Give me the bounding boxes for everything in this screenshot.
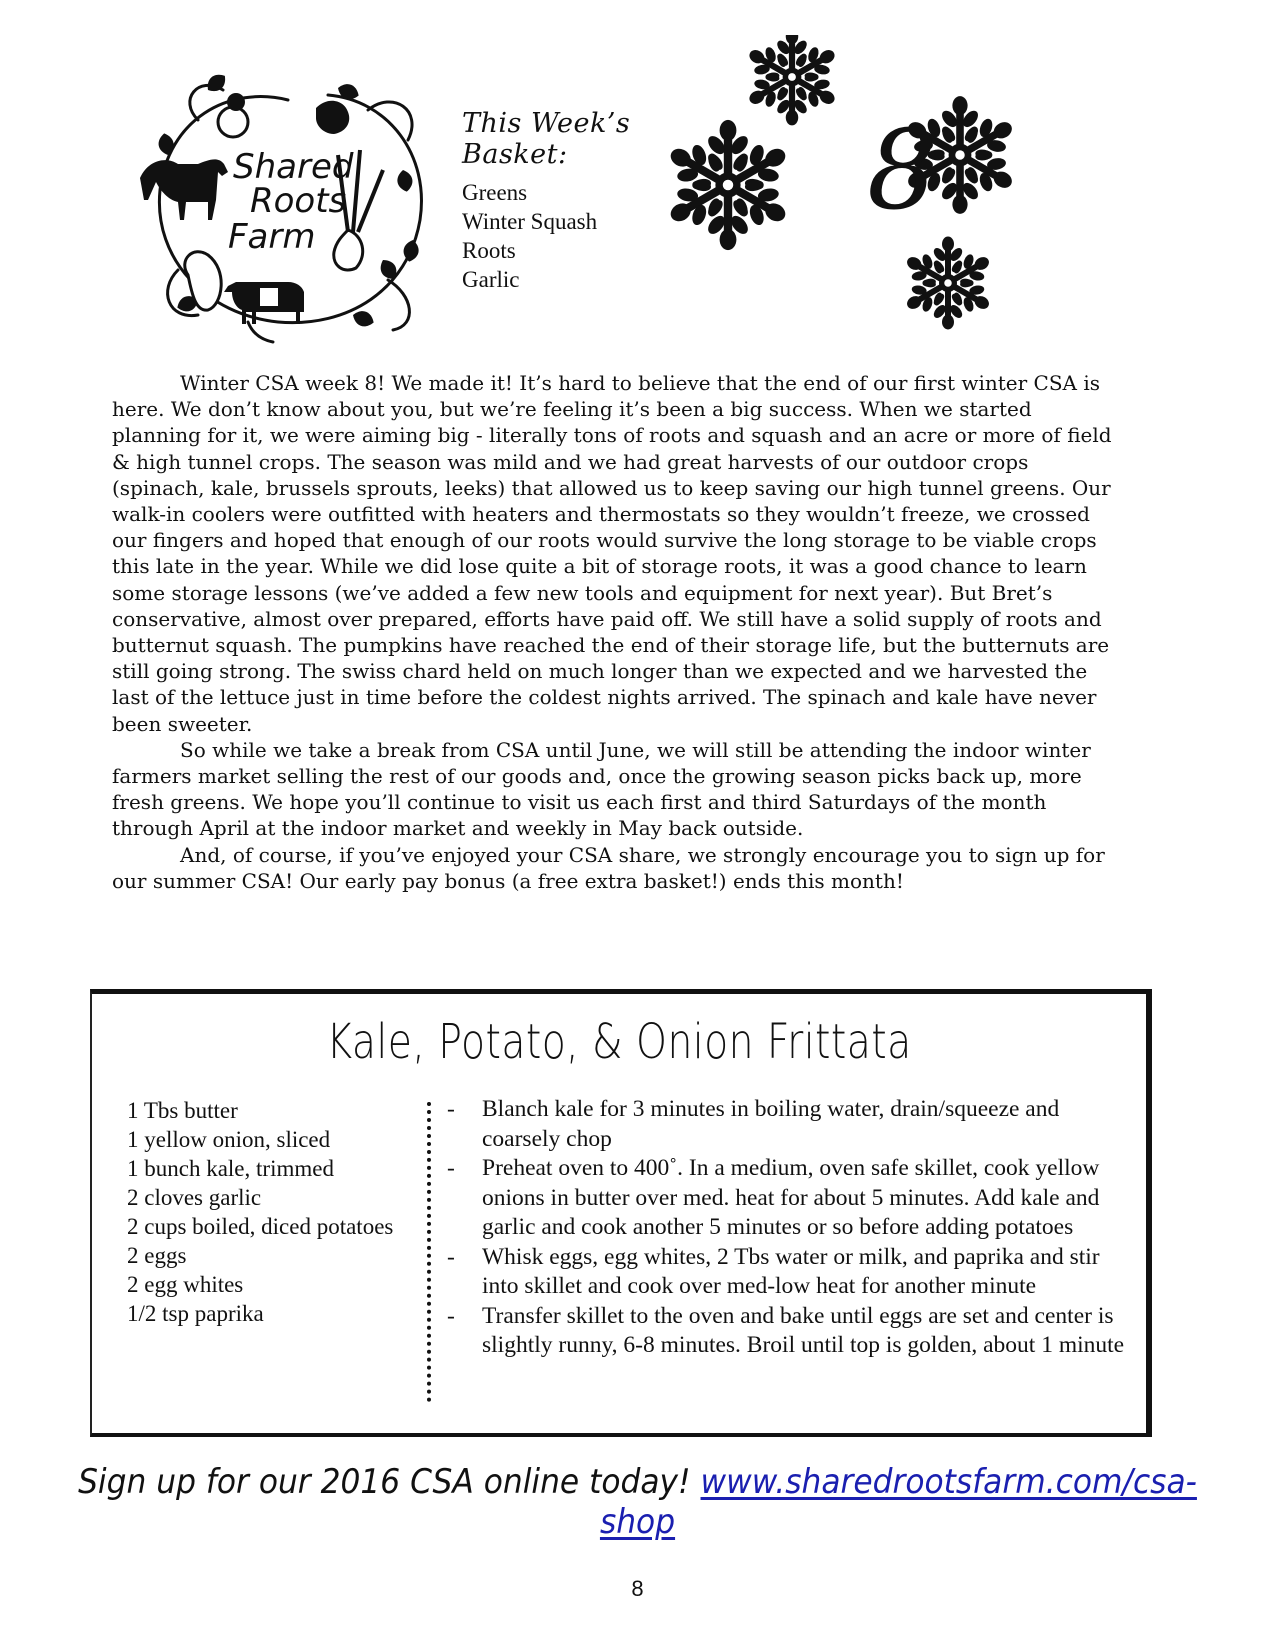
ingredient-item: 2 egg whites <box>127 1272 244 1297</box>
basket-item: Greens <box>462 180 528 205</box>
page-number: 8 <box>631 1576 644 1601</box>
farm-logo <box>138 60 438 350</box>
basket-item: Roots <box>462 238 516 263</box>
ingredient-item: 2 cups boiled, diced potatoes <box>127 1214 394 1239</box>
basket-item: Garlic <box>462 267 520 292</box>
csa-shop-link[interactable]: www.sharedrootsfarm.com/csa-shop <box>599 1462 1197 1542</box>
basket-heading: This Week’s Basket: <box>462 108 631 170</box>
step-text: Whisk eggs, egg whites, 2 Tbs water or milk, and paprika and stir into skillet and cook over med-low heat for another minute <box>482 1243 1100 1299</box>
step-item <box>447 1095 1127 1154</box>
step-text: Preheat oven to 400˚. In a medium, oven safe skillet, cook yellow onions in butter over med. heat for about 5 minutes. Add kale and garlic and cook another 5 minutes or so before adding potatoes <box>482 1155 1100 1240</box>
step-bullet: - <box>447 1155 455 1181</box>
article-paragraph: So while we take a break from CSA until June, we will still be attending the indoor winter farmers market selling the rest of our goods and, once the growing season picks back up, more fresh greens. We hope you’ll continue to visit us each first and third Saturdays of the month through April at the indoor market and weekly in May back outside. <box>112 737 1091 841</box>
newsletter-article <box>112 370 1122 894</box>
ingredients-list <box>127 1096 427 1328</box>
logo-line-1: Shared <box>233 147 354 187</box>
article-paragraph: And, of course, if you’ve enjoyed your CSA share, we strongly encourage you to sign up for our summer CSA! Our early pay bonus (a free extra basket!) ends this month! <box>112 842 1105 893</box>
step-item <box>447 1154 1127 1243</box>
snowflake-icon <box>670 120 796 250</box>
basket-item: Winter Squash <box>462 209 598 234</box>
logo-line-2: Roots <box>250 181 347 221</box>
basket-list <box>462 108 692 294</box>
step-item <box>447 1302 1127 1361</box>
dotted-divider <box>427 1102 431 1402</box>
recipe-title: Kale, Potato, & Onion Frittata <box>326 1014 912 1070</box>
logo-line-3: Farm <box>228 217 316 257</box>
snowflake-icon <box>742 35 843 125</box>
recipe-box <box>90 989 1152 1437</box>
step-text: Blanch kale for 3 minutes in boiling water, drain/squeeze and coarsely chop <box>482 1096 1060 1152</box>
signup-text: Sign up for our 2016 CSA online today! <box>78 1462 691 1502</box>
ingredient-item: 2 eggs <box>127 1243 187 1268</box>
ingredient-item: 2 cloves garlic <box>127 1185 262 1210</box>
step-item <box>447 1243 1127 1302</box>
snowflake-icon <box>899 237 996 330</box>
step-text: Transfer skillet to the oven and bake until eggs are set and center is slightly runny, 6-8 minutes. Broil until top is golden, about 1 minute <box>482 1302 1125 1358</box>
step-bullet: - <box>447 1243 455 1270</box>
signup-banner <box>51 1462 1224 1542</box>
step-bullet: - <box>447 1096 455 1122</box>
article-paragraph: Winter CSA week 8! We made it! It’s hard to believe that the end of our first winter CSA is here. We don’t know about you, but we’re feeling it’s been a big success. When we started planning for it, we were aiming big - literally tons of roots and squash and an acre or more of field & high tunnel crops. The season was mild and we had great harvests of our outdoor crops (spinach, kale, brussels sprouts, leeks) that allowed us to keep saving our high tunnel greens. Our walk-in coolers were outfitted with heaters and thermostats so they wouldn’t freeze, we crossed our fingers and hoped that enough of our roots would survive the long storage to be viable crops this late in the year. While we did lose quite a bit of storage roots, it was a good chance to learn some storage lessons (we’ve added a few new tools and equipment for next year). But Bret’s conservative, almost over prepared, efforts have paid off. We still have a solid supply of roots and butternut squash. The pumpkins have reached the end of their storage life, but the butternuts are still going strong. The swiss chard held on much longer than we expected and we harvested the last of the lettuce just in time before the coldest nights arrived. The spinach and kale have never been sweeter. <box>112 371 1112 736</box>
step-bullet: - <box>447 1302 455 1329</box>
week-number: 8 <box>867 106 937 234</box>
ingredient-item: 1/2 tsp paprika <box>127 1301 264 1326</box>
ingredient-item: 1 Tbs butter <box>127 1098 238 1123</box>
ingredient-item: 1 bunch kale, trimmed <box>127 1156 334 1181</box>
ingredient-item: 1 yellow onion, sliced <box>127 1127 331 1152</box>
steps-list <box>447 1095 1127 1361</box>
